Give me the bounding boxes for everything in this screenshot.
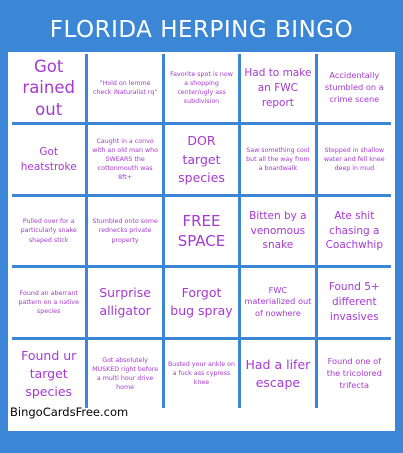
bingo-cell[interactable]: "Hold on lemme check iNaturalist rq" <box>88 54 161 122</box>
bingo-cell[interactable]: Had to make an FWC report <box>241 54 314 122</box>
bingo-cell[interactable]: Ate shit chasing a Coachwhip <box>318 197 391 265</box>
bingo-cell[interactable]: Surprise alligator <box>88 268 161 336</box>
bingo-cell[interactable]: Found one of the tricolored trifecta <box>318 340 391 408</box>
bingo-cell[interactable]: Forgot bug spray <box>165 268 238 336</box>
bingo-cell[interactable]: Busted your ankle on a fuck ass cypress knee <box>165 340 238 408</box>
bingo-cell[interactable]: DOR target species <box>165 125 238 193</box>
bingo-cell[interactable]: Found 5+ different invasives <box>318 268 391 336</box>
bingo-cell[interactable]: FWC materialized out of nowhere <box>241 268 314 336</box>
bingo-cell[interactable]: Found an aberrant pattern on a native species <box>12 268 85 336</box>
bingo-cell[interactable]: Got rained out <box>12 54 85 122</box>
card-body <box>8 52 395 431</box>
bingo-grid <box>12 54 391 408</box>
bingo-cell[interactable]: Got heatstroke <box>12 125 85 193</box>
bingo-cell[interactable]: Stepped in shallow water and fell knee deep in mud <box>318 125 391 193</box>
bingo-cell[interactable]: Favorite spot is now a shopping center/ugly ass subdivision <box>165 54 238 122</box>
bingo-cell[interactable]: Caught in a convo with an old man who SWEARS the cottonmouth was 8ft+ <box>88 125 161 193</box>
bingo-cell[interactable]: Pulled over for a particularly snake shaped stick <box>12 197 85 265</box>
card-title: FLORIDA HERPING BINGO <box>49 17 354 43</box>
bingo-cell[interactable]: Saw something cool but all the way from a boardwalk <box>241 125 314 193</box>
site-credit: BingoCardsFree.com <box>10 405 129 419</box>
bingo-cell[interactable]: Got absolutely MUSKED right before a multi hour drive home <box>88 340 161 408</box>
free-space-cell[interactable]: FREE SPACE <box>165 197 238 265</box>
bingo-cell[interactable]: Stumbled onto some rednecks private property <box>88 197 161 265</box>
bingo-cell[interactable]: Found ur target species <box>12 340 85 408</box>
bingo-cell[interactable]: Accidentally stumbled on a crime scene <box>318 54 391 122</box>
bingo-cell[interactable]: Bitten by a venomous snake <box>241 197 314 265</box>
bingo-cell[interactable]: Had a lifer escape <box>241 340 314 408</box>
